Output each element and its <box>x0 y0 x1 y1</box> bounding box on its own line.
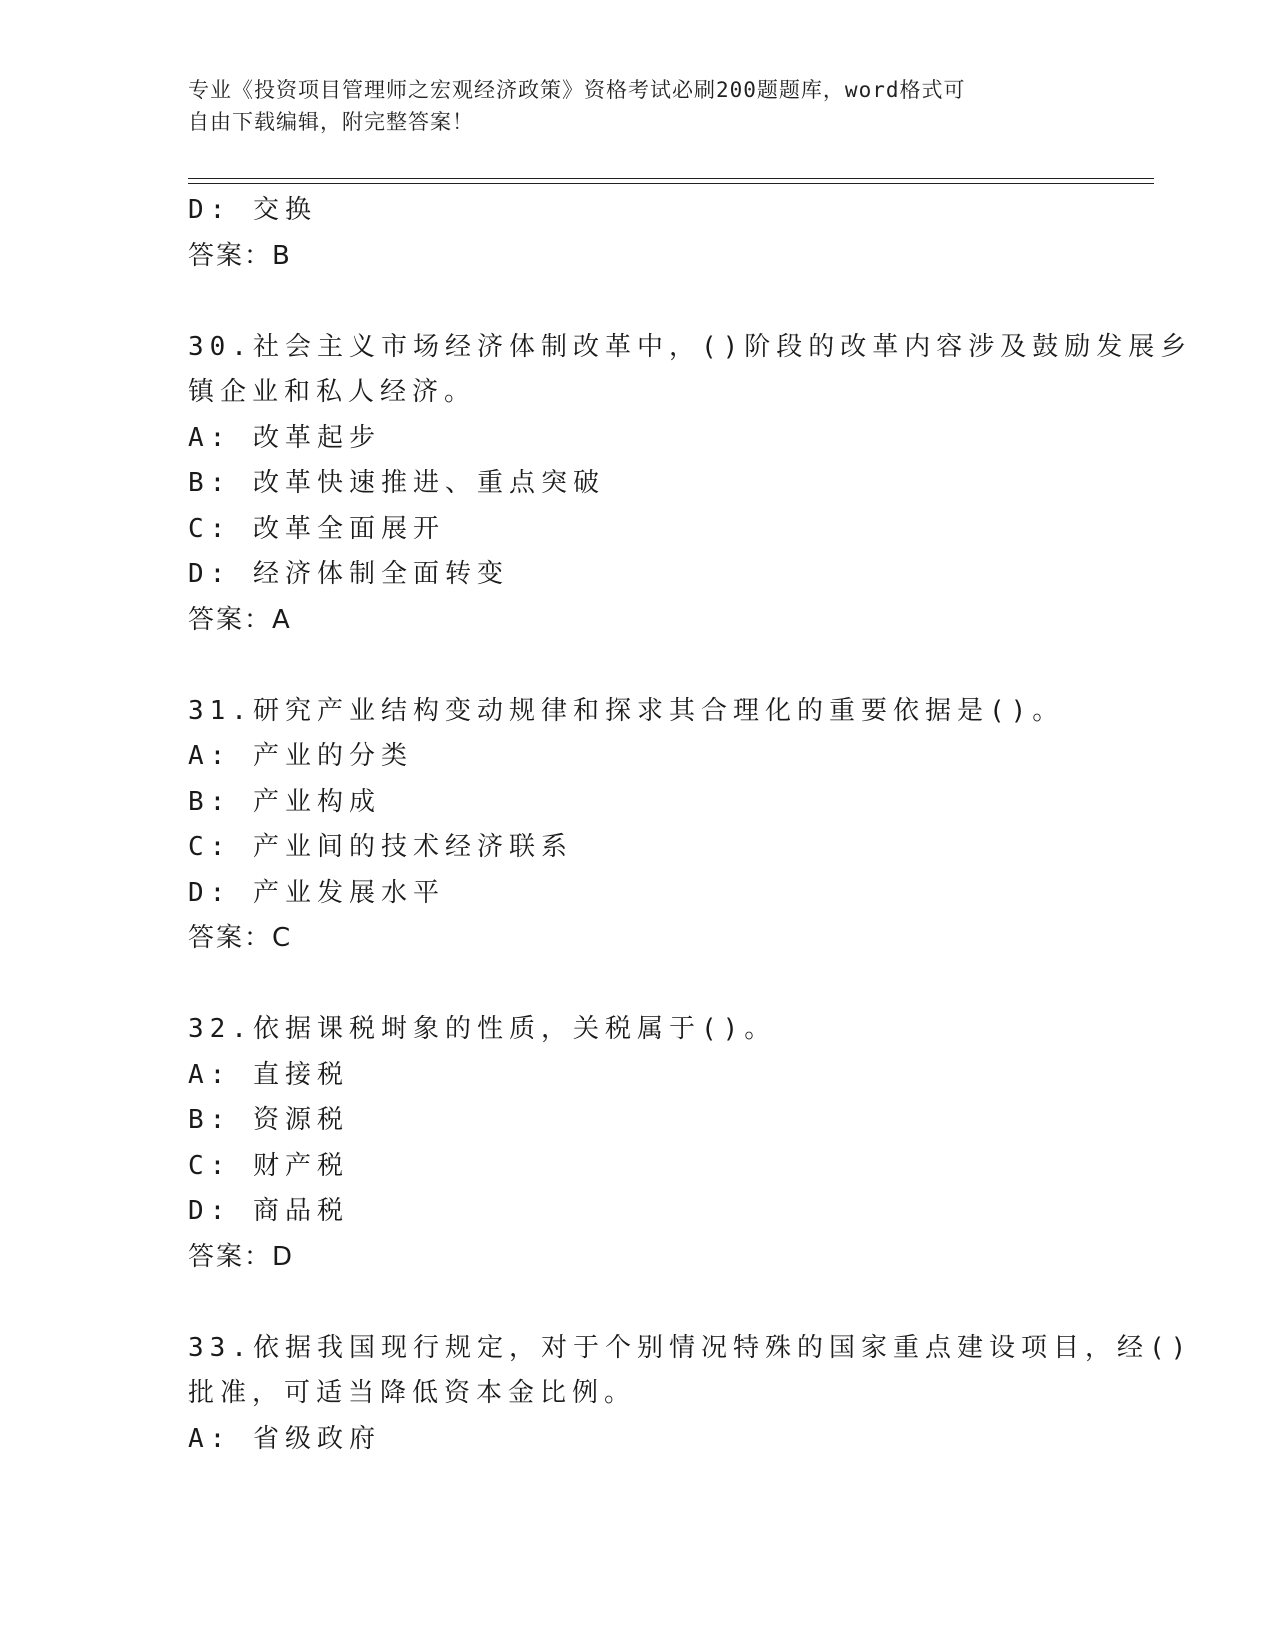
header-line-1: 专业《投资项目管理师之宏观经济政策》资格考试必刷200题题库，word格式可 <box>188 78 966 102</box>
spacer <box>188 643 1088 689</box>
question-stem-continued: 批准，可适当降低资本金比例。 <box>188 1378 637 1408</box>
option-a: A: 改革起步 <box>188 422 381 453</box>
question-list <box>188 188 1193 1462</box>
question-stem-continued: 镇企业和私人经济。 <box>188 377 477 407</box>
question-stem: 33.依据我国现行规定，对于个别情况特殊的国家重点建设项目，经() <box>188 1332 1193 1363</box>
question-stem: 30.社会主义市场经济体制改革中，()阶段的改革内容涉及鼓励发展乡 <box>188 331 1193 362</box>
option-d: D: 商品税 <box>188 1196 349 1226</box>
option-c: C: 改革全面展开 <box>188 513 445 544</box>
question-32 <box>188 1007 1088 1280</box>
spacer <box>188 279 1088 325</box>
spacer <box>188 1280 1088 1326</box>
option-b: B: 资源税 <box>188 1105 349 1135</box>
option-b: B: 产业构成 <box>188 786 381 817</box>
option-a: A: 产业的分类 <box>188 741 413 771</box>
option-c: C: 财产税 <box>188 1150 349 1181</box>
answer-line: 答案：B <box>188 240 292 271</box>
answer-line: 答案：A <box>188 604 292 635</box>
spacer <box>188 962 1088 1008</box>
question-29-tail <box>188 188 1088 279</box>
answer-line: 答案：D <box>188 1241 295 1272</box>
option-d: D: 经济体制全面转变 <box>188 559 509 589</box>
option-a: A: 直接税 <box>188 1059 349 1090</box>
question-33 <box>188 1326 1193 1463</box>
question-31 <box>188 689 1088 962</box>
question-stem: 31.研究产业结构变动规律和探求其合理化的重要依据是()。 <box>188 695 1065 726</box>
option-a: A: 省级政府 <box>188 1423 381 1454</box>
header-divider-top <box>188 178 1154 179</box>
document-header <box>188 74 1068 138</box>
answer-line: 答案：C <box>188 923 293 953</box>
option-b: B: 改革快速推进、重点突破 <box>188 468 605 498</box>
header-divider-bottom <box>188 183 1154 184</box>
option-d: D: 交换 <box>188 195 317 225</box>
header-line-2: 自由下载编辑，附完整答案！ <box>188 110 474 134</box>
question-30 <box>188 325 1193 644</box>
option-c: C: 产业间的技术经济联系 <box>188 832 573 862</box>
option-d: D: 产业发展水平 <box>188 877 445 908</box>
question-stem: 32.依据课税埘象的性质，关税属于()。 <box>188 1014 777 1044</box>
